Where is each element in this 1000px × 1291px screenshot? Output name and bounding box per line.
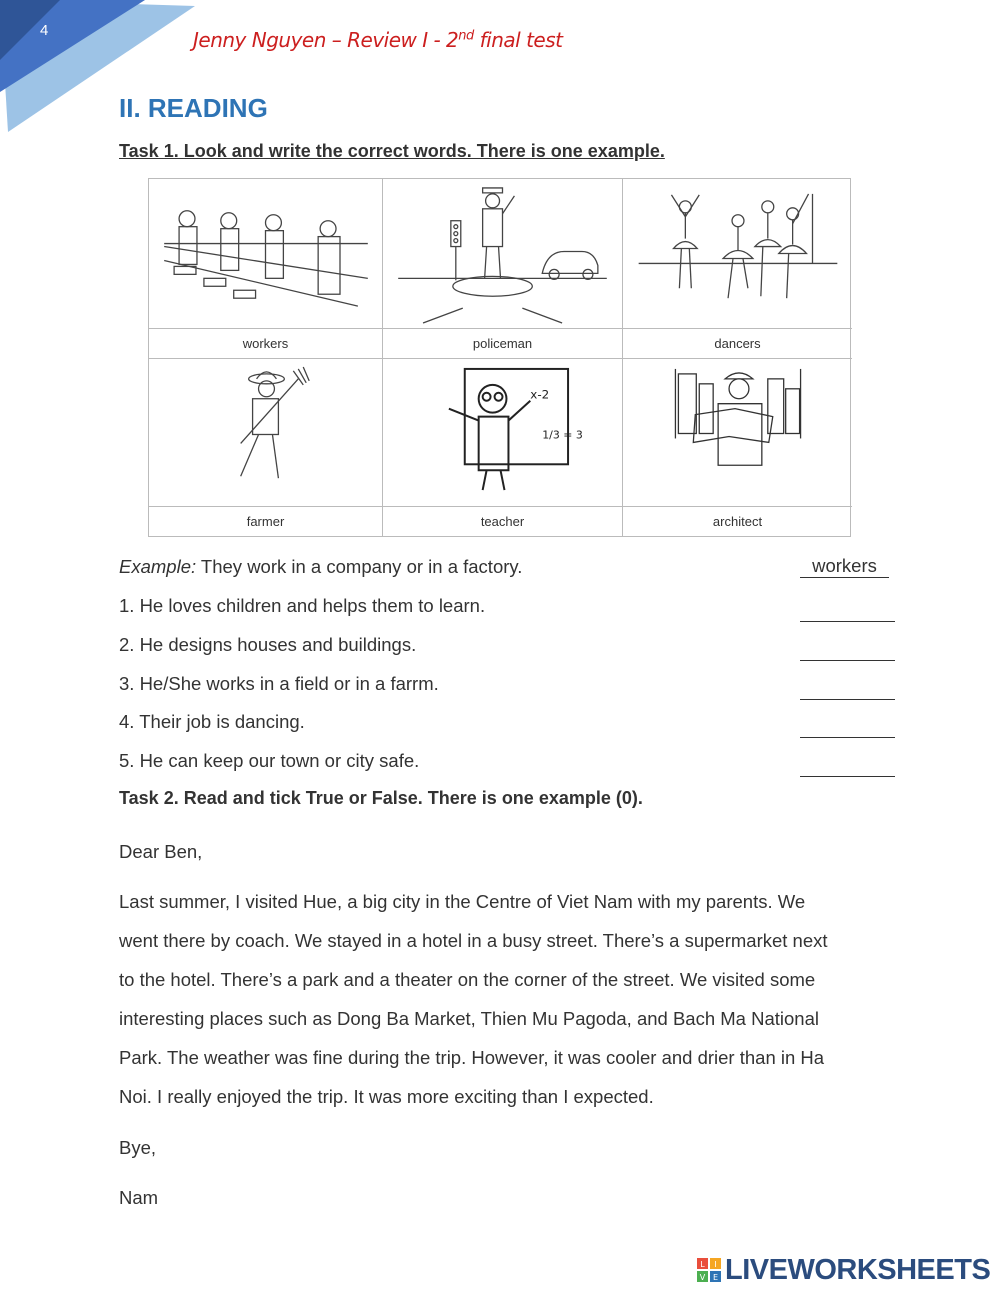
label-policeman: policeman (383, 329, 623, 359)
letter-line: Last summer, I visited Hue, a big city in the Centre of Viet Nam with my parents. We (119, 891, 806, 912)
example-question: Example: They work in a company or in a factory. (119, 556, 523, 577)
logo-letter-l: L (700, 1260, 705, 1269)
question-2: 2. He designs houses and buildings. (119, 634, 417, 655)
header-title: Jenny Nguyen – Review I - 2nd final test (193, 28, 563, 52)
policeman-picture (383, 179, 623, 329)
label-farmer: farmer (149, 507, 383, 537)
question-4: 4. Their job is dancing. (119, 711, 305, 732)
letter-signature: Nam (119, 1187, 159, 1208)
question-3: 3. He/She works in a field or in a farrm. (119, 673, 439, 694)
logo-letter-e: E (712, 1273, 719, 1282)
dancers-picture (623, 179, 852, 329)
letter-line: Noi. I really enjoyed the trip. It was more exciting than I expected. (119, 1086, 654, 1107)
page-number: 4 (40, 22, 49, 39)
answer-1-input[interactable] (800, 600, 895, 622)
letter-greeting: Dear Ben, (119, 841, 203, 862)
workers-picture (149, 179, 383, 329)
answer-4-input[interactable] (800, 716, 895, 738)
architect-picture (623, 359, 852, 507)
svg-text:x-2: x-2 (530, 387, 550, 402)
logo-blocks-icon (697, 1258, 721, 1282)
logo-letter-v: V (699, 1273, 706, 1282)
label-workers: workers (149, 329, 383, 359)
label-architect: architect (712, 514, 763, 529)
question-1: 1. He loves children and helps them to learn. (119, 595, 486, 616)
picture-grid (148, 178, 851, 537)
label-dancers: dancers (623, 329, 852, 359)
section-title: II. READING (119, 93, 268, 123)
letter-line: interesting places such as Dong Ba Market, Thien Mu Pagoda, and Bach Ma National (119, 1008, 819, 1029)
task1-title: Task 1. Look and write the correct words. There is one example. (119, 141, 665, 161)
letter-line: Park. The weather was fine during the trip. However, it was cooler and drier than in Ha (119, 1047, 825, 1068)
letter-line: went there by coach. We stayed in a hotel in a busy street. There’s a supermarket next (119, 930, 828, 951)
letter-line: to the hotel. There’s a park and a theater on the corner of the street. We visited some (119, 969, 816, 990)
label-teacher: teacher (383, 507, 623, 537)
farmer-picture (149, 359, 383, 507)
letter-closing: Bye, (119, 1137, 157, 1158)
answer-2-input[interactable] (800, 639, 895, 661)
logo-letter-i: I (714, 1260, 717, 1269)
liveworksheets-logo (697, 1254, 997, 1288)
example-answer: workers (800, 556, 889, 578)
teacher-picture (383, 359, 623, 507)
answer-5-input[interactable] (800, 755, 895, 777)
svg-text:1/3 = 3: 1/3 = 3 (542, 428, 583, 442)
logo-text: LIVEWORKSHEETS (725, 1254, 991, 1286)
question-5: 5. He can keep our town or city safe. (119, 750, 420, 771)
task2-title: Task 2. Read and tick True or False. There is one example (0). (119, 788, 643, 808)
answer-3-input[interactable] (800, 678, 895, 700)
